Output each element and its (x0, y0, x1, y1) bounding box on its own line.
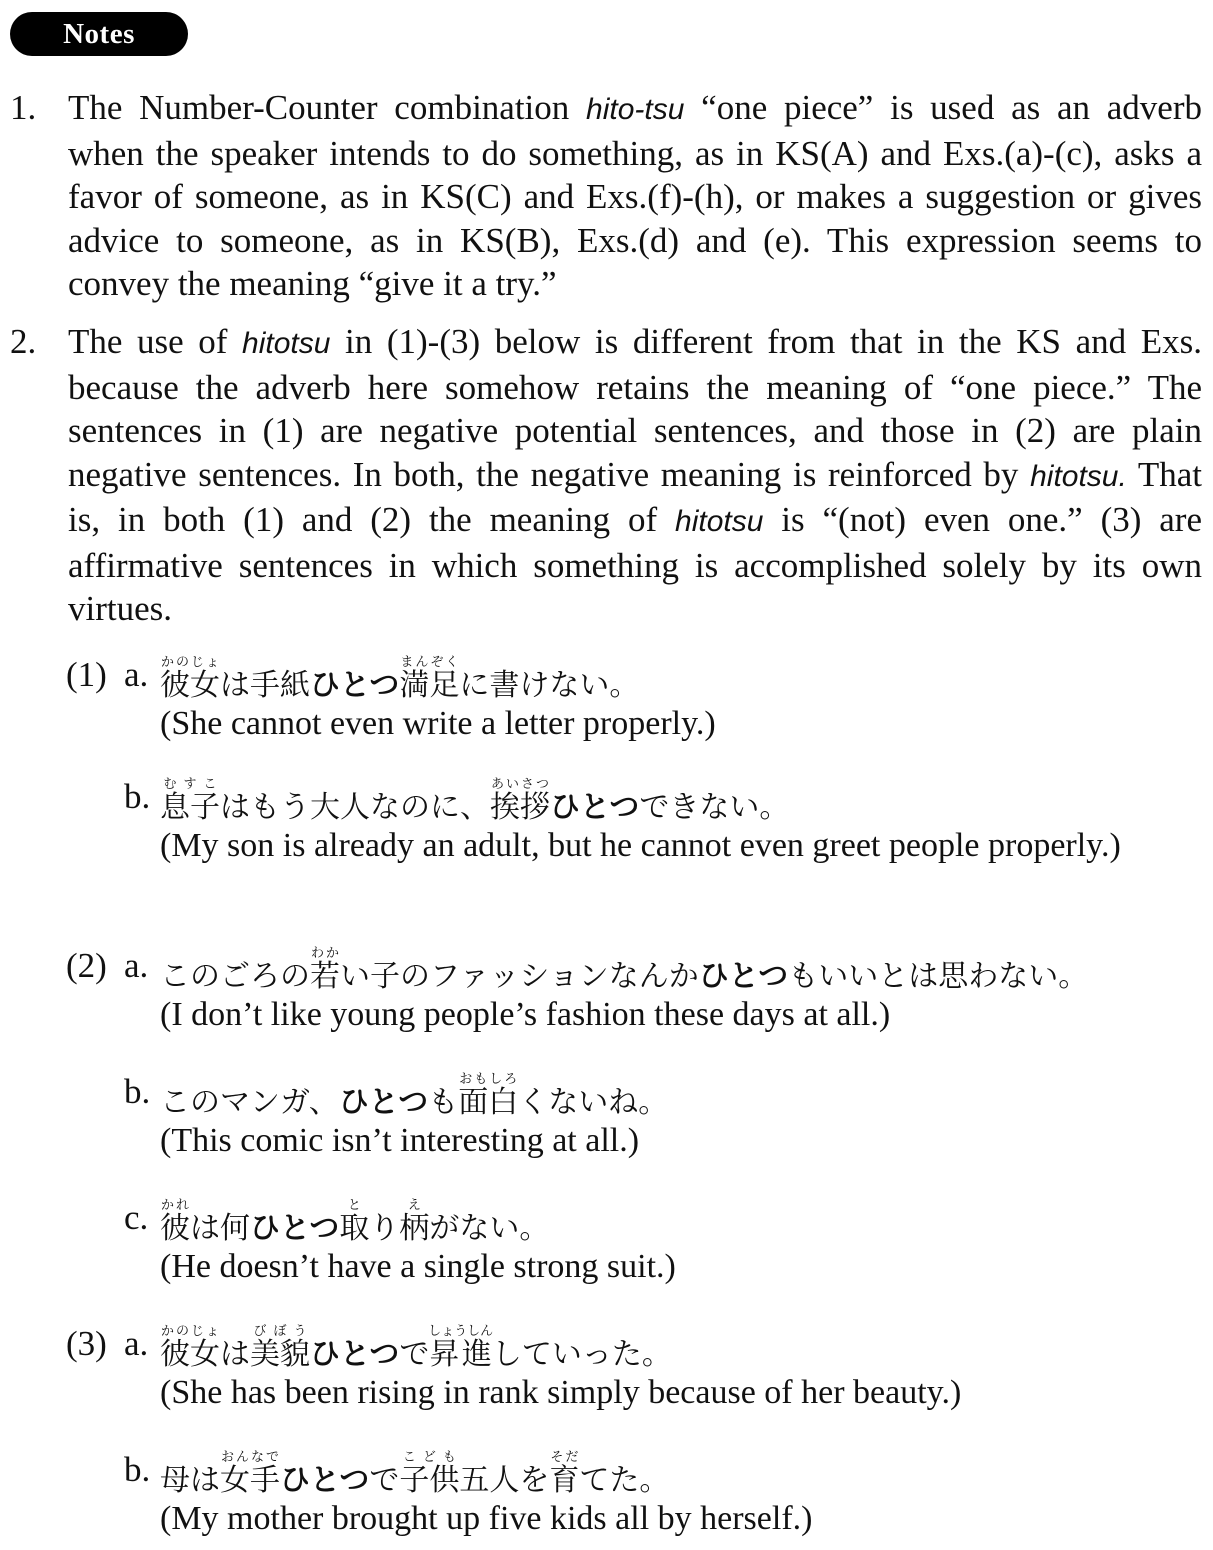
note-text: The Number-Counter combination hito-tsu “one piece” is used as an adverb when the speaker intends to do something, as in KS(A) and Exs.(a)-(c), asks a favor of someone, as in KS(C) and Exs.(f)-(h), or makes a suggestion or gives advice to someone, as in KS(B), Exs.(d) and (e). This expression seems to convey the meaning “give it a try.” (68, 88, 1202, 303)
example-letter: b. (124, 777, 151, 816)
example-group-label: (3) (66, 1324, 107, 1363)
note-2 (10, 320, 1202, 631)
example-japanese: 息子むすこはもう大人なのに、挨拶あいさつひとつできない。 (160, 777, 790, 825)
note-1 (10, 86, 1202, 306)
example-japanese: このごろの若わかい子のファッションなんかひとつもいいとは思わない。 (160, 946, 1089, 994)
example-translation: (My mother brought up five kids all by herself.) (160, 1500, 813, 1537)
example-letter: a. (124, 1324, 149, 1363)
example-letter: c. (124, 1198, 149, 1237)
note-number: 2. (10, 322, 37, 361)
example-letter: a. (124, 946, 149, 985)
note-number: 1. (10, 88, 37, 127)
example-japanese: 母は女手おんなでひとつで子供こども五人を育そだてた。 (160, 1450, 670, 1498)
example-translation: (She has been rising in rank simply because of her beauty.) (160, 1374, 962, 1411)
example-translation: (He doesn’t have a single strong suit.) (160, 1248, 676, 1285)
example-letter: b. (124, 1450, 151, 1489)
example-translation: (I don’t like young people’s fashion these days at all.) (160, 996, 891, 1033)
example-japanese: 彼女かのじょは美貌びぼうひとつで昇進しょうしんしていった。 (160, 1324, 672, 1372)
example-group-label: (1) (66, 655, 107, 694)
example-japanese: 彼女かのじょは手紙ひとつ満足まんぞくに書けない。 (160, 655, 640, 703)
example-group-label: (2) (66, 946, 107, 985)
example-japanese: このマンガ、ひとつも面白おもしろくないね。 (160, 1072, 669, 1120)
example-translation: (She cannot even write a letter properly.) (160, 705, 716, 742)
note-text: The use of hitotsu in (1)-(3) below is different from that in the KS and Exs. because the adverb here somehow retains the meaning of “one piece.” The sentences in (1) are negative potential sentences, and those in (2) are plain negative sentences. In both, the negative meaning is reinforced by hitotsu. That is, in both (1) and (2) the meaning of hitotsu is “(not) even one.” (3) are affirmative sentences in which something is accomplished solely by its own virtues. (68, 322, 1202, 628)
example-translation: (This comic isn’t interesting at all.) (160, 1122, 640, 1159)
notes-badge: Notes (10, 12, 188, 56)
example-letter: a. (124, 655, 149, 694)
example-letter: b. (124, 1072, 151, 1111)
example-japanese: 彼かれは何ひとつ取とり柄えがない。 (160, 1198, 550, 1246)
example-translation: (My son is already an adult, but he cannot even greet people properly.) (160, 827, 1121, 864)
